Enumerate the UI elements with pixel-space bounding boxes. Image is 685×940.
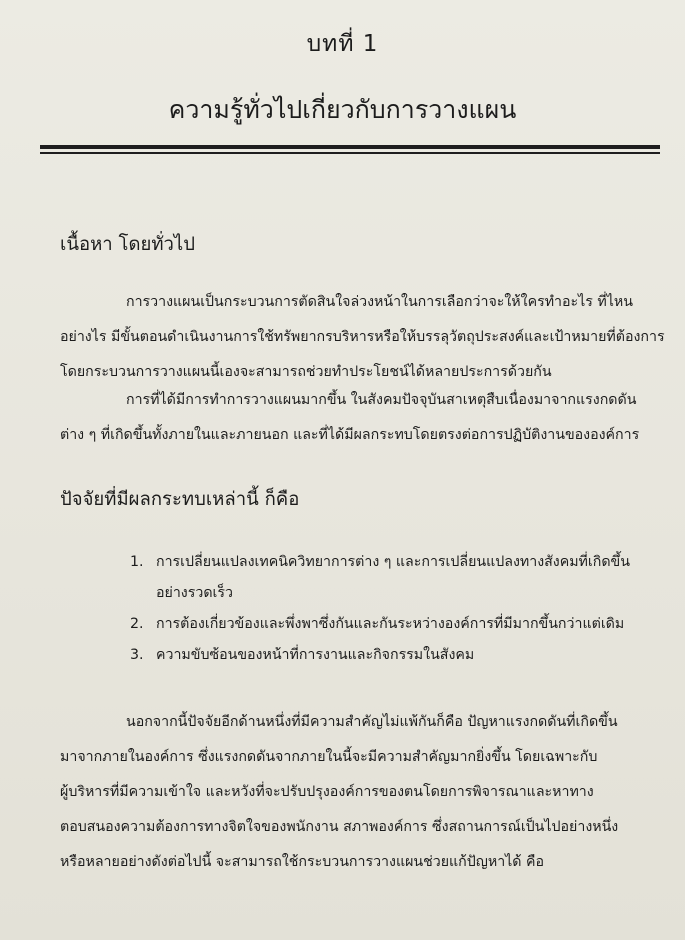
chapter-title: ความรู้ทั่วไปเกี่ยวกับการวางแผน: [168, 95, 517, 124]
paragraph-line: อย่างไร มีขั้นตอนดำเนินงานการใช้ทรัพยากรบริหารหรือให้บรรลุวัตถุประสงค์และเป้าหมายที่ต้องการ: [60, 329, 665, 345]
paragraph-line: การที่ได้มีการทำการวางแผนมากขึ้น ในสังคมปัจจุบันสาเหตุสืบเนื่องมาจากแรงกดดัน: [126, 392, 637, 408]
paragraph-planning-definition: [60, 285, 665, 390]
title-underline-thick: [40, 145, 660, 149]
list-item-number: 3.: [130, 647, 144, 663]
paragraph-line: ต่าง ๆ ที่เกิดขึ้นทั้งภายในและภายนอก และที่ได้มีผลกระทบโดยตรงต่อการปฏิบัติงานขององค์การ: [60, 427, 640, 443]
list-item-text: ความขับซ้อนของหน้าที่การงานและกิจกรรมในสังคม: [156, 647, 475, 663]
section-heading-factors: ปัจจัยที่มีผลกระทบเหล่านี้ ก็คือ: [60, 489, 300, 510]
list-item: [130, 640, 670, 671]
list-item-text: การต้องเกี่ยวข้องและพึ่งพาซึ่งกันและกันระหว่างองค์การที่มีมากขึ้นกว่าแต่เดิม: [156, 616, 625, 632]
paragraph-planning-pressure: [60, 383, 660, 453]
chapter-number: บทที่ 1: [306, 31, 379, 57]
list-item: [130, 609, 670, 640]
section-heading-content: เนื้อหา โดยทั่วไป: [60, 234, 195, 255]
paragraph-line: มาจากภายในองค์การ ซึ่งแรงกดดันจากภายในนี้จะมีความสำคัญมากยิ่งขึ้น โดยเฉพาะกับ: [60, 749, 598, 765]
list-item: [130, 547, 670, 609]
paragraph-line: โดยกระบวนการวางแผนนี้เองจะสามารถช่วยทำประโยชน์ได้หลายประการด้วยกัน: [60, 364, 552, 380]
list-item-text: อย่างรวดเร็ว: [156, 585, 233, 601]
list-item-number: 1.: [130, 554, 144, 570]
paragraph-line: นอกจากนี้ปัจจัยอีกด้านหนึ่งที่มีความสำคัญไม่แพ้กันก็คือ ปัญหาแรงกดดันที่เกิดขึ้น: [126, 714, 618, 730]
title-underline-thin: [40, 152, 660, 154]
paragraph-line: หรือหลายอย่างดังต่อไปนี้ จะสามารถใช้กระบวนการวางแผนช่วยแก้ปัญหาได้ คือ: [60, 854, 545, 870]
paragraph-internal-pressure: [60, 705, 660, 880]
list-item-number: 2.: [130, 616, 144, 632]
factors-list: [130, 547, 670, 671]
list-item-text: การเปลี่ยนแปลงเทคนิควิทยาการต่าง ๆ และการเปลี่ยนแปลงทางสังคมที่เกิดขึ้น: [156, 554, 630, 570]
paragraph-line: ผู้บริหารที่มีความเข้าใจ และหวังที่จะปรับปรุงองค์การของตนโดยการพิจารณาและหาทาง: [60, 784, 594, 800]
paragraph-line: การวางแผนเป็นกระบวนการตัดสินใจล่วงหน้าในการเลือกว่าจะให้ใครทำอะไร ที่ไหน: [126, 294, 633, 310]
paragraph-line: ตอบสนองความต้องการทางจิตใจของพนักงาน สภาพองค์การ ซึ่งสถานการณ์เป็นไปอย่างหนึ่ง: [60, 819, 619, 835]
